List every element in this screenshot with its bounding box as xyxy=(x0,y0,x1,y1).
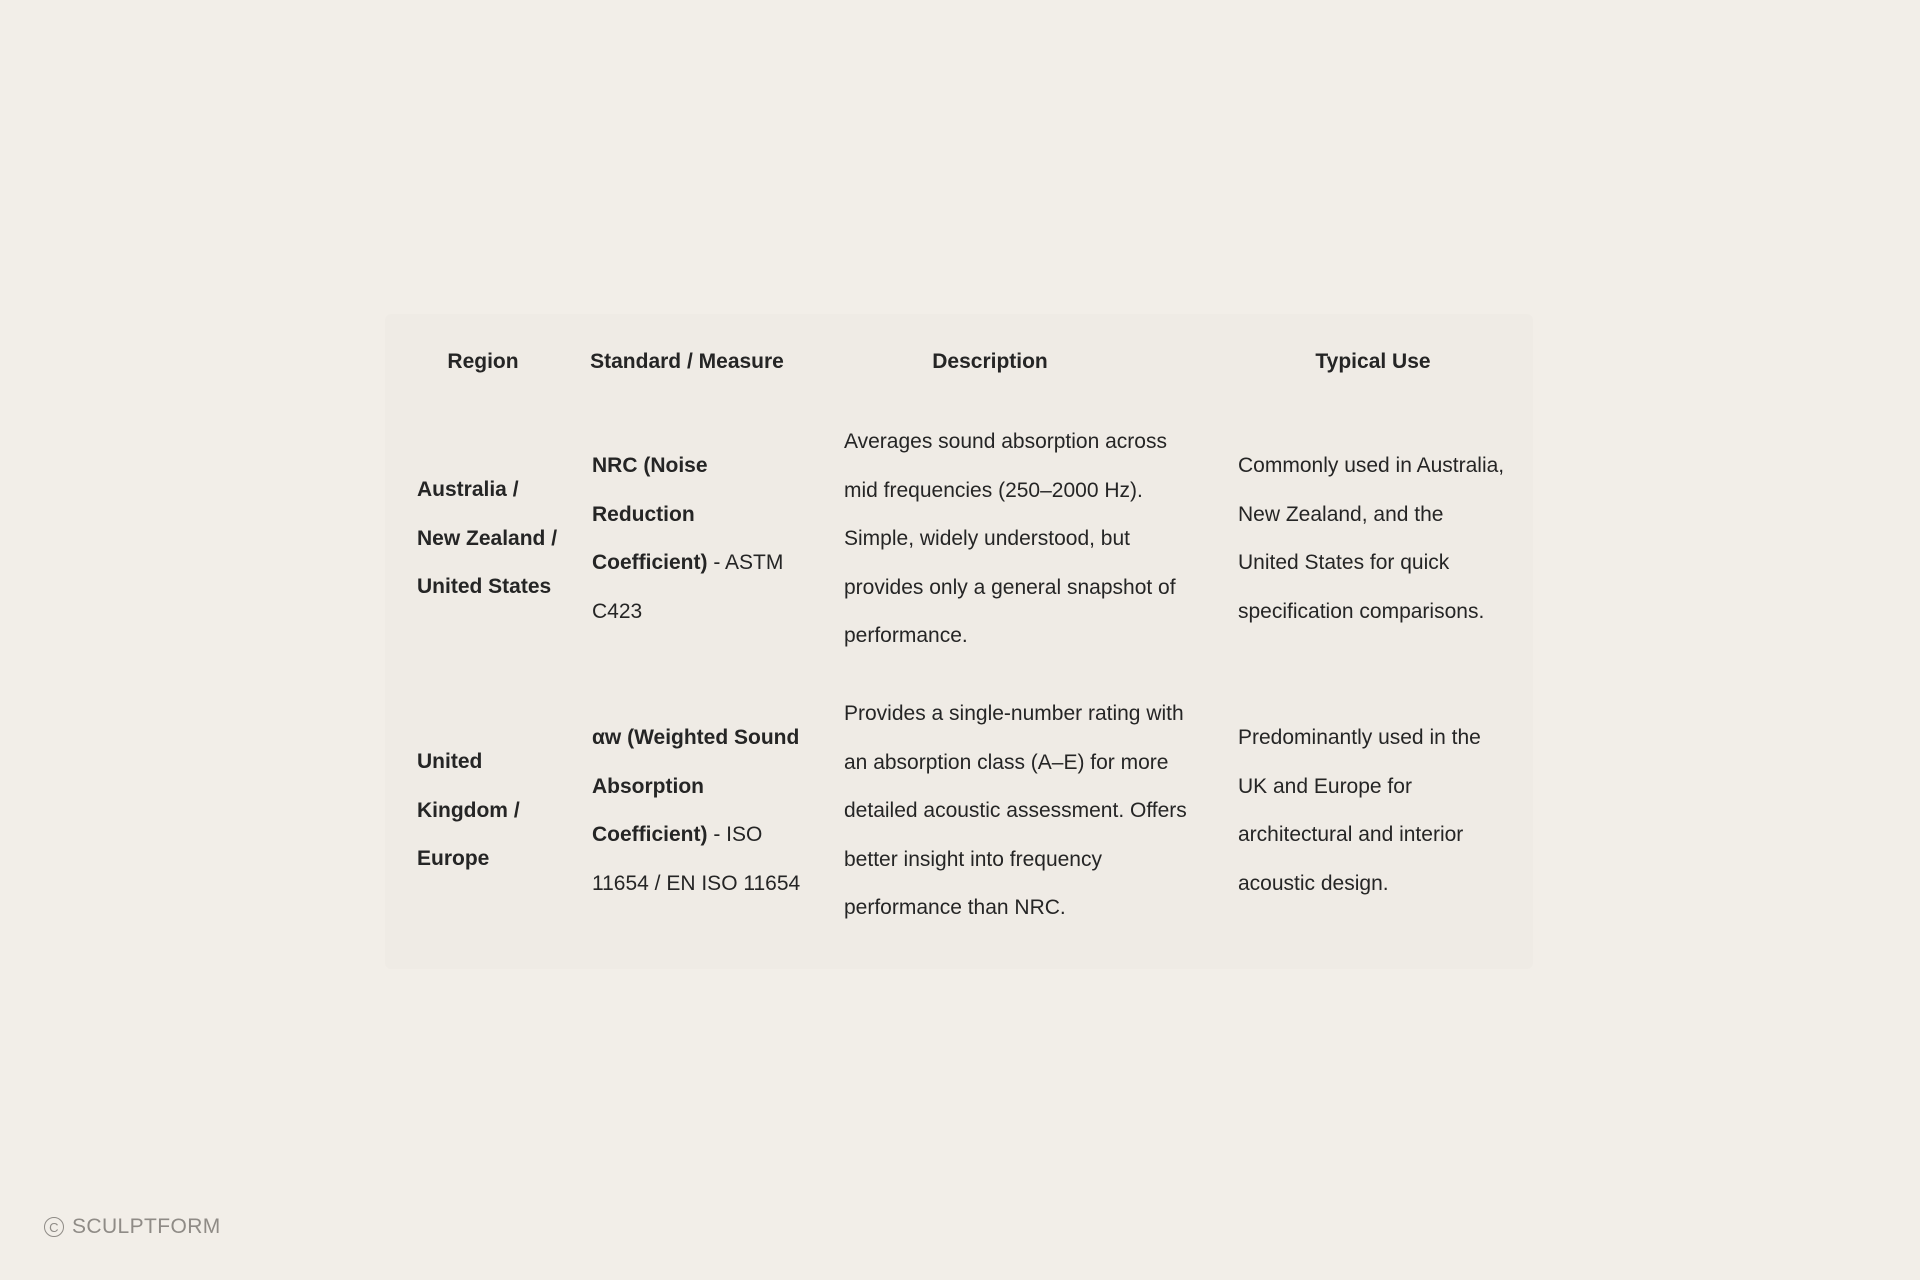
row2-description-line: performance than NRC. xyxy=(844,896,1066,919)
row1-standard-suffix: - ASTM xyxy=(707,551,784,574)
row1-standard xyxy=(592,442,822,636)
row2-description xyxy=(844,690,1229,933)
row2-standard-name: Coefficient) xyxy=(592,823,708,846)
header-typical-use: Typical Use xyxy=(1315,350,1431,373)
row1-standard-line xyxy=(592,539,822,588)
comparison-table xyxy=(385,314,1533,969)
row1-region-line: New Zealand / xyxy=(417,526,558,550)
row2-description-line: better insight into frequency xyxy=(844,847,1102,871)
row2-description-line: Provides a single-number rating with xyxy=(844,702,1184,725)
header-standard: Standard / Measure xyxy=(590,350,784,373)
row1-region-line: United States xyxy=(417,575,552,598)
row1-region xyxy=(417,466,577,612)
row1-standard-tail: C423 xyxy=(592,599,643,623)
row2-region-line: Kingdom / xyxy=(417,798,520,822)
row1-standard-line: Reduction xyxy=(592,502,695,526)
row1-use-line: New Zealand, and the xyxy=(1238,502,1444,526)
row2-standard-suffix: - ISO xyxy=(707,823,763,846)
row2-standard-line xyxy=(592,811,832,860)
row1-description xyxy=(844,418,1224,661)
row1-description-line: mid frequencies (250–2000 Hz). xyxy=(844,478,1143,502)
row1-description-line: Simple, widely understood, but xyxy=(844,527,1130,550)
row2-use-line: Predominantly used in the xyxy=(1238,726,1481,749)
row1-standard-name: Coefficient) xyxy=(592,551,708,574)
header-description: Description xyxy=(932,350,1048,373)
row1-typical-use xyxy=(1238,442,1530,636)
row1-use-line: Commonly used in Australia, xyxy=(1238,454,1505,477)
row2-region-line: Europe xyxy=(417,847,490,870)
row2-use-line: acoustic design. xyxy=(1238,871,1389,895)
row1-description-line: Averages sound absorption across xyxy=(844,430,1167,453)
brand-watermark xyxy=(44,1213,221,1241)
header-region: Region xyxy=(447,350,519,373)
row2-standard-tail: 11654 / EN ISO 11654 xyxy=(592,871,801,895)
row2-region xyxy=(417,738,577,884)
row2-region-line: United xyxy=(417,750,483,773)
row2-standard-line: αw (Weighted Sound xyxy=(592,726,800,749)
row2-standard-line: Absorption xyxy=(592,774,704,798)
row1-use-line: United States for quick xyxy=(1238,551,1450,574)
row1-description-line: performance. xyxy=(844,624,968,647)
row1-region-line: Australia / xyxy=(417,478,519,501)
row1-description-line: provides only a general snapshot of xyxy=(844,575,1176,599)
row2-description-line: detailed acoustic assessment. Offers xyxy=(844,799,1187,822)
copyright-icon: C xyxy=(44,1217,64,1237)
row2-use-line: architectural and interior xyxy=(1238,823,1464,846)
row1-use-line: specification comparisons. xyxy=(1238,599,1485,623)
row2-description-line: an absorption class (A–E) for more xyxy=(844,750,1169,774)
row2-standard xyxy=(592,714,832,908)
row1-standard-line: NRC (Noise xyxy=(592,454,708,477)
brand-name: SCULPTFORM xyxy=(72,1215,221,1238)
row2-typical-use xyxy=(1238,714,1530,908)
row2-use-line: UK and Europe for xyxy=(1238,774,1412,798)
